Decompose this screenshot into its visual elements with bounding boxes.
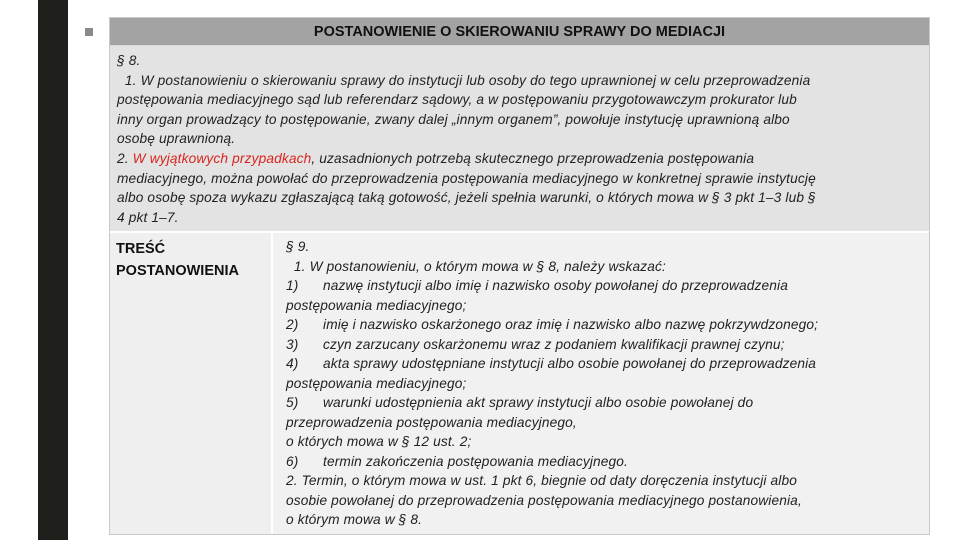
item-number: 5)	[286, 395, 299, 411]
list-item	[286, 452, 923, 472]
item-text: akta sprawy udostępniane instytucji albo osobie powołanej do przeprowadzenia	[323, 356, 817, 372]
par8-p2-first-line	[117, 149, 921, 169]
item-text: postępowania mediacyjnego;	[286, 375, 467, 391]
paragraph-8	[110, 46, 929, 233]
par9-p2-line: 2. Termin, o którym mowa w ust. 1 pkt 6, biegnie od daty doręczenia instytucji albo	[286, 473, 798, 489]
par8-line: mediacyjnego, można powołać do przeprowadzenia postępowania mediacyjnego w konkretnej sprawie instytucję	[117, 170, 816, 186]
highlighted-phrase: W wyjątkowych przypadkach	[132, 150, 312, 166]
content-row	[110, 233, 929, 534]
par8-line: inny organ prowadzący to postępowanie, zwany dalej „innym organem”, powołuje instytucję uprawnioną albo	[117, 111, 790, 127]
list-item	[286, 432, 923, 452]
item-text: imię i nazwisko oskarżonego oraz imię i nazwisko albo nazwę pokrzywdzonego;	[323, 317, 819, 333]
item-text: czyn zarzucany oskarżonemu wraz z podaniem kwalifikacji prawnej czynu;	[323, 336, 785, 352]
list-item	[286, 354, 923, 374]
list-item	[286, 335, 923, 355]
par8-line: 1. W postanowieniu o skierowaniu sprawy do instytucji lub osoby do tego uprawnionej w celu przeprowadzenia	[117, 72, 811, 88]
par8-p2-rest: , uzasadnionych potrzebą skutecznego przeprowadzenia postępowania	[311, 150, 755, 166]
item-number: 4)	[286, 356, 299, 372]
par8-line: 4 pkt 1–7.	[117, 209, 179, 225]
item-text: warunki udostępnienia akt sprawy instytucji albo osobie powołanej do	[323, 395, 754, 411]
par8-line: postępowania mediacyjnego sąd lub referendarz sądowy, a w postępowaniu przygotowawczym prokurator lub	[117, 92, 797, 108]
list-item	[286, 374, 923, 394]
item-number: 3)	[286, 336, 299, 352]
item-number: 1)	[286, 278, 299, 294]
item-number: 6)	[286, 453, 299, 469]
par9-p2-line: o którym mowa w § 8.	[286, 512, 423, 528]
par9-heading: § 9.	[286, 239, 310, 255]
item-text: przeprowadzenia postępowania mediacyjnego,	[286, 414, 577, 430]
row-label	[110, 233, 273, 534]
item-text: nazwę instytucji albo imię i nazwisko osoby powołanej do przeprowadzenia	[323, 278, 789, 294]
list-item	[286, 276, 923, 296]
list-item	[286, 393, 923, 413]
bullet-marker	[85, 28, 93, 36]
row-label-line: TREŚĆ	[116, 241, 166, 258]
par8-line: albo osobę spoza wykazu zgłaszającą taką gotowość, jeżeli spełnia warunki, o których mowa w § 3 pkt 1–3 lub §	[117, 190, 816, 206]
left-accent-bar	[38, 0, 68, 540]
item-text: o których mowa w § 12 ust. 2;	[286, 434, 472, 450]
list-item	[286, 296, 923, 316]
item-text: termin zakończenia postępowania mediacyjnego.	[323, 453, 629, 469]
par8-line: osobę uprawnioną.	[117, 131, 236, 147]
paragraph-9	[273, 233, 929, 534]
par9-p2-line: osobie powołanej do przeprowadzenia postępowania mediacyjnego postanowienia,	[286, 492, 802, 508]
par9-intro: 1. W postanowieniu, o którym mowa w § 8, należy wskazać:	[286, 258, 666, 274]
list-item	[286, 413, 923, 433]
list-item	[286, 315, 923, 335]
row-label-line: POSTANOWIENIA	[116, 262, 239, 279]
table-title: POSTANOWIENIE O SKIEROWANIU SPRAWY DO MEDIACJI	[110, 18, 929, 46]
par8-heading: § 8.	[117, 53, 141, 68]
item-number: 2)	[286, 317, 299, 333]
item-text: postępowania mediacyjnego;	[286, 297, 467, 313]
decision-table	[109, 17, 930, 535]
par8-p2-prefix: 2.	[117, 150, 133, 166]
